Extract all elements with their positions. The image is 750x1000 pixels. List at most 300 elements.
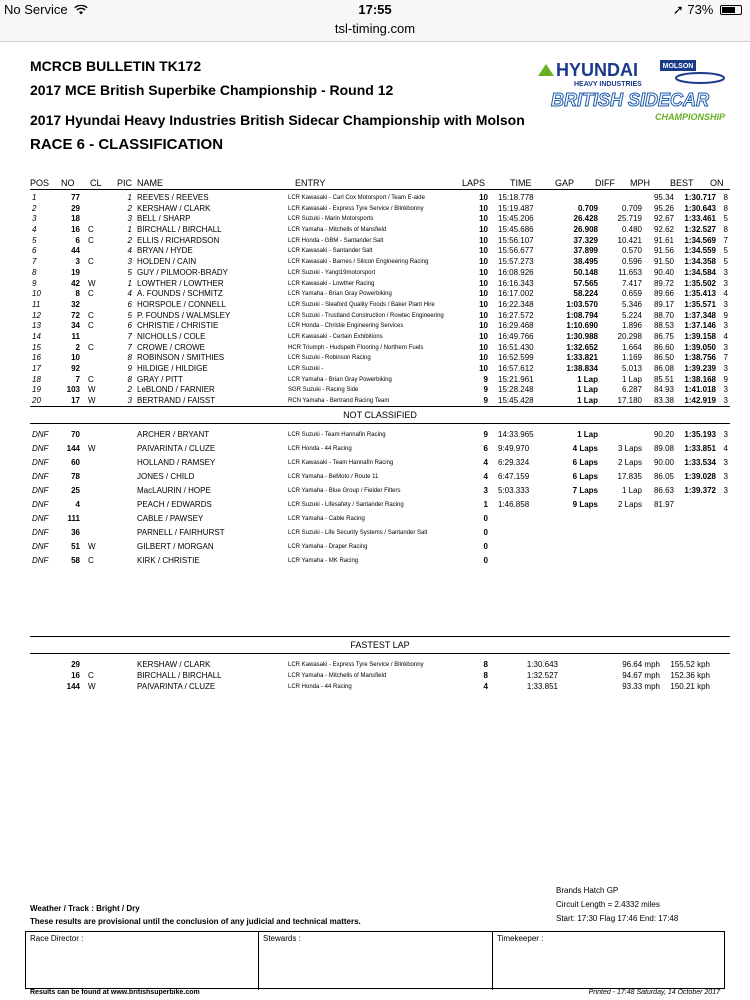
time-cell: 15:57.273 — [498, 257, 534, 267]
class-cell: C — [88, 225, 94, 235]
on-cell: 3 — [723, 342, 728, 352]
best-cell: 1:34.569 — [684, 235, 716, 245]
best-cell: 1:33.851 — [684, 444, 716, 453]
mph-cell: 86.60 — [653, 342, 674, 352]
gap-cell: 26.428 — [573, 214, 598, 224]
diff-cell: 5.013 — [621, 364, 642, 373]
entry-cell: LCR Yamaha - Mitchells of Mansfield — [288, 672, 387, 679]
number-cell: 72 — [71, 310, 80, 320]
best-cell: 1:39.050 — [684, 342, 716, 352]
pos-cell: DNF — [32, 500, 49, 509]
number-cell: 4 — [75, 500, 80, 509]
name-cell: BRYAN / HYDE — [137, 246, 193, 256]
time-cell: 16:27.572 — [498, 310, 534, 320]
gap-cell: 1 Lap — [577, 374, 598, 384]
time-cell: 15:21.961 — [498, 374, 534, 384]
laps-cell: 0 — [483, 556, 488, 565]
name-cell: LOWTHER / LOWTHER — [137, 278, 224, 288]
mph-cell: 86.75 — [653, 331, 674, 341]
pic-cell: 3 — [127, 214, 132, 224]
battery-percent: 73% — [687, 2, 714, 17]
diff-cell: 1.169 — [621, 353, 642, 363]
best-cell: 1:35.502 — [684, 278, 716, 288]
pic-cell: 3 — [127, 257, 132, 267]
mph-cell: 91.56 — [653, 246, 674, 256]
name-cell: KERSHAW / CLARK — [137, 203, 211, 213]
table-row — [30, 321, 730, 332]
logo-hyundai: HYUNDAI — [556, 60, 639, 80]
pos-cell: 19 — [32, 385, 41, 395]
stewards-label: Stewards : — [263, 934, 301, 943]
pos-cell: DNF — [32, 514, 49, 523]
time-cell: 15:45.686 — [498, 225, 534, 235]
number-cell: 44 — [71, 246, 80, 256]
gap-cell: 1:33.821 — [566, 353, 598, 363]
col-gap: GAP — [555, 178, 575, 188]
entry-cell: LCR Kawasaki - Certain Exhibitions — [288, 333, 383, 340]
gap-cell: 1 Lap — [577, 396, 598, 406]
on-cell: 3 — [723, 396, 728, 406]
time-cell: 6:29.324 — [498, 458, 530, 467]
gap-cell: 1:08.794 — [566, 310, 598, 320]
name-cell: GILBERT / MORGAN — [137, 542, 214, 551]
race-title: RACE 6 - CLASSIFICATION — [30, 136, 224, 153]
pic-cell: 7 — [127, 342, 132, 352]
col-pic: PIC — [117, 178, 133, 188]
number-cell: 34 — [71, 321, 80, 331]
table-row — [30, 442, 730, 456]
diff-cell: 5.224 — [621, 310, 642, 320]
on-cell: 5 — [723, 246, 728, 256]
pic-cell: 8 — [127, 374, 132, 384]
fastest-lap-heading: FASTEST LAP — [350, 640, 410, 650]
divider — [30, 423, 730, 424]
on-cell: 3 — [723, 364, 728, 373]
laps-cell: 9 — [483, 430, 488, 439]
best-cell: 1:34.584 — [684, 267, 716, 277]
pos-cell: DNF — [32, 444, 49, 453]
name-cell: ELLIS / RICHARDSON — [137, 235, 220, 245]
time-cell: 16:22.348 — [498, 299, 534, 309]
table-row — [30, 484, 730, 498]
number-cell: 78 — [71, 472, 80, 481]
class-cell: W — [88, 444, 96, 453]
laps-cell: 0 — [483, 542, 488, 551]
race-director-label: Race Director : — [30, 934, 84, 943]
pic-cell: 1 — [127, 193, 132, 202]
name-cell: BERTRAND / FAISST — [137, 396, 216, 406]
table-row — [30, 428, 730, 442]
table-row — [30, 246, 730, 257]
pic-cell: 4 — [127, 246, 132, 256]
pos-cell: DNF — [32, 556, 49, 565]
number-cell: 2 — [75, 342, 80, 352]
number-cell: 16 — [71, 670, 80, 680]
entry-cell: LCR Kawasaki - Team Hannafin Racing — [288, 460, 394, 466]
laps-cell: 10 — [479, 353, 488, 363]
pos-cell: 17 — [32, 364, 41, 373]
time-cell: 15:45.428 — [498, 396, 534, 406]
name-cell: KIRK / CHRISTIE — [137, 556, 200, 565]
pic-cell: 6 — [127, 321, 132, 331]
col-mph: MPH — [630, 178, 650, 188]
best-cell: 1:35.571 — [684, 299, 716, 309]
pos-cell: DNF — [32, 472, 49, 481]
pos-cell: 15 — [32, 342, 41, 352]
name-cell: CABLE / PAWSEY — [137, 514, 204, 523]
divider — [30, 636, 730, 637]
class-cell: C — [88, 670, 94, 680]
number-cell: 11 — [71, 331, 80, 341]
table-row — [30, 540, 730, 554]
name-cell: PEACH / EDWARDS — [137, 500, 212, 509]
number-cell: 36 — [71, 528, 80, 537]
pos-cell: 11 — [32, 299, 41, 309]
best-cell: 1:38.756 — [684, 353, 716, 363]
kph-cell: 152.36 kph — [670, 670, 710, 680]
entry-cell: LCR Yamaha - MK Racing — [288, 558, 359, 564]
number-cell: 58 — [71, 556, 80, 565]
mph-cell: 85.51 — [653, 374, 674, 384]
diff-cell: 25.719 — [617, 214, 642, 224]
pos-cell: DNF — [32, 486, 49, 495]
mph-cell: 86.50 — [653, 353, 674, 363]
entry-cell: LCR Suzuki - Team Hannafin Racing — [288, 432, 386, 438]
kph-cell: 150.21 kph — [670, 681, 710, 691]
on-cell: 7 — [723, 235, 728, 245]
on-cell: 4 — [723, 444, 728, 453]
gap-cell: 58.224 — [573, 289, 598, 299]
time-cell: 16:57.612 — [498, 364, 534, 373]
number-cell: 77 — [71, 193, 80, 202]
time-cell: 1:32.527 — [526, 670, 558, 680]
pic-cell: 1 — [127, 225, 132, 235]
time-cell: 9:49.970 — [498, 444, 530, 453]
laps-cell: 9 — [483, 385, 488, 395]
diff-cell: 17.835 — [617, 472, 642, 481]
number-cell: 70 — [71, 430, 80, 439]
timekeeper-cell — [493, 932, 726, 990]
entry-cell: LCR Honda - Christie Engineering Services — [288, 323, 404, 330]
col-time: TIME — [510, 178, 532, 188]
name-cell: ROBINSON / SMITHIES — [137, 353, 225, 363]
pos-cell: 13 — [32, 321, 41, 331]
table-row — [30, 311, 730, 322]
mph-cell: 90.20 — [653, 430, 674, 439]
mph-cell: 89.66 — [653, 289, 674, 299]
number-cell: 7 — [75, 374, 80, 384]
entry-cell: LCR Yamaha - Draper Racing — [288, 544, 368, 550]
signature-box — [25, 931, 725, 989]
name-cell: PARNELL / FAIRHURST — [137, 528, 225, 537]
mph-cell: 89.17 — [653, 299, 674, 309]
entry-cell: LCR Yamaha - Brian Gray Powerbiking — [288, 376, 392, 383]
fastest-lap-table — [30, 660, 730, 692]
gap-cell: 9 Laps — [572, 500, 598, 509]
mph-cell: 92.62 — [653, 225, 674, 235]
entry-cell: LCR Honda - GBM - Santander Salt — [288, 237, 384, 244]
gap-cell: 1:03.570 — [566, 299, 598, 309]
time-cell: 16:51.430 — [498, 342, 534, 352]
table-row — [30, 300, 730, 311]
col-diff: DIFF — [595, 178, 615, 188]
name-cell: GRAY / PITT — [137, 374, 183, 384]
gap-cell: 1:30.988 — [566, 331, 598, 341]
number-cell: 25 — [71, 486, 80, 495]
pos-cell: 2 — [32, 203, 37, 213]
not-classified-heading: NOT CLASSIFIED — [343, 410, 417, 420]
pic-cell: 3 — [127, 396, 132, 406]
diff-cell: 0.659 — [621, 289, 642, 299]
carrier-text: No Service — [4, 2, 68, 17]
number-cell: 19 — [71, 267, 80, 277]
table-row — [30, 236, 730, 247]
best-cell: 1:37.348 — [684, 310, 716, 320]
diff-cell: 1 Lap — [621, 486, 642, 495]
on-cell: 7 — [723, 353, 728, 363]
entry-cell: LCR Suzuki - Sleaford Quality Foods / Baker Plant Hire — [288, 301, 435, 308]
name-cell: LeBLOND / FARNIER — [137, 385, 215, 395]
on-cell: 5 — [723, 257, 728, 267]
on-cell: 3 — [723, 486, 728, 495]
name-cell: NICHOLLS / COLE — [137, 331, 206, 341]
laps-cell: 4 — [483, 472, 488, 481]
gap-cell: 7 Laps — [572, 486, 598, 495]
pos-cell: DNF — [32, 430, 49, 439]
class-cell: W — [88, 278, 96, 288]
table-row — [30, 526, 730, 540]
mph-cell: 86.08 — [653, 364, 674, 373]
pos-cell: 14 — [32, 331, 41, 341]
pos-cell: DNF — [32, 542, 49, 551]
on-cell: 4 — [723, 331, 728, 341]
table-row — [30, 343, 730, 354]
mph-cell: 95.26 — [653, 203, 674, 213]
mph-cell: 86.05 — [653, 472, 674, 481]
on-cell: 3 — [723, 267, 728, 277]
name-cell: MacLAURIN / HOPE — [137, 486, 211, 495]
logo-british-sidecar: BRITISH SIDECAR — [550, 90, 710, 110]
diff-cell: 0.709 — [621, 203, 642, 213]
entry-cell: LCR Suzuki - Trustland Construction / Rowtec Engineering — [288, 312, 444, 319]
laps-cell: 10 — [479, 235, 488, 245]
diff-cell: 0.570 — [621, 246, 642, 256]
time-cell: 15:56.107 — [498, 235, 534, 245]
pos-cell: 3 — [32, 214, 37, 224]
gap-cell: 1 Lap — [577, 430, 598, 439]
table-row — [30, 268, 730, 279]
col-pos: POS — [30, 178, 50, 188]
best-cell: 1:39.028 — [684, 472, 716, 481]
gap-cell: 50.148 — [573, 267, 598, 277]
mph-cell: 95.34 — [653, 193, 674, 202]
class-cell: C — [88, 310, 94, 320]
name-cell: REEVES / REEVES — [137, 193, 209, 202]
table-row — [30, 456, 730, 470]
best-cell: 1:34.358 — [684, 257, 716, 267]
time-cell: 16:16.343 — [498, 278, 534, 288]
entry-cell: LCR Yamaha - Cable Racing — [288, 516, 365, 522]
entry-cell: LCR Yamaha - Brian Gray Powerbiking — [288, 291, 392, 298]
diff-cell: 3 Laps — [617, 444, 642, 453]
address-bar[interactable] — [0, 20, 750, 42]
class-cell: C — [88, 321, 94, 331]
class-cell: C — [88, 556, 94, 565]
best-cell: 1:30.643 — [684, 203, 716, 213]
class-cell: W — [88, 681, 96, 691]
diff-cell: 1 Lap — [621, 374, 642, 384]
circuit-length: Circuit Length = 2.4332 miles — [556, 900, 660, 909]
mph-cell: 81.97 — [653, 500, 674, 509]
time-cell: 15:18.778 — [498, 193, 534, 202]
laps-cell: 0 — [483, 514, 488, 523]
gap-cell: 6 Laps — [572, 458, 598, 467]
gap-cell: 37.899 — [573, 246, 598, 256]
number-cell: 60 — [71, 458, 80, 467]
best-cell: 1:41.018 — [684, 385, 716, 395]
table-row — [30, 660, 730, 671]
url-text[interactable]: tsl-timing.com — [334, 21, 416, 36]
best-cell: 1:30.717 — [684, 193, 716, 202]
logo-molson: MOLSON — [662, 63, 694, 70]
gap-cell: 1:10.690 — [566, 321, 598, 331]
pic-cell: 8 — [127, 353, 132, 363]
col-name: NAME — [137, 178, 164, 188]
number-cell: 144 — [66, 444, 80, 453]
diff-cell: 6.287 — [621, 385, 642, 395]
logo-heavy-industries: HEAVY INDUSTRIES — [574, 81, 642, 88]
time-cell: 14:33.965 — [498, 430, 534, 439]
best-cell: 1:33.461 — [684, 214, 716, 224]
laps-cell: 10 — [479, 299, 488, 309]
on-cell: 3 — [723, 299, 728, 309]
entry-cell: RCN Yamaha - Bertrand Racing Team — [288, 398, 390, 405]
time-cell: 1:33.851 — [526, 681, 558, 691]
entry-cell: LCR Yamaha - BeMoto / Route 11 — [288, 474, 379, 480]
diff-cell: 7.417 — [621, 278, 642, 288]
number-cell: 3 — [75, 257, 80, 267]
battery-status — [673, 2, 742, 18]
on-cell: 3 — [723, 385, 728, 395]
table-row — [30, 225, 730, 236]
laps-cell: 0 — [483, 528, 488, 537]
entry-cell: LCR Kawasaki - Express Tyre Service / Blinkbonny — [288, 662, 424, 668]
championship-title: 2017 MCE British Superbike Championship - Round 12 — [30, 82, 394, 98]
lap-cell: 8 — [483, 660, 488, 669]
mph-cell: 96.64 mph — [622, 660, 660, 669]
number-cell: 29 — [71, 660, 80, 669]
pic-cell: 2 — [127, 203, 132, 213]
laps-cell: 10 — [479, 225, 488, 235]
diff-cell: 10.421 — [617, 235, 642, 245]
time-cell: 5:03.333 — [498, 486, 530, 495]
best-cell: 1:39.158 — [684, 331, 716, 341]
results-table — [30, 193, 730, 407]
col-laps: LAPS — [462, 178, 486, 188]
gap-cell: 6 Laps — [572, 472, 598, 481]
diff-cell: 11.653 — [618, 267, 642, 277]
best-cell: 1:33.534 — [684, 458, 716, 467]
laps-cell: 10 — [479, 310, 488, 320]
divider — [30, 653, 730, 654]
table-row — [30, 353, 730, 364]
on-cell: 8 — [723, 203, 728, 213]
time-cell: 16:17.002 — [498, 289, 534, 299]
table-row — [30, 554, 730, 568]
name-cell: HILDIGE / HILDIGE — [137, 364, 208, 373]
weather-track: Weather / Track : Bright / Dry — [30, 904, 140, 913]
diff-cell: 1.664 — [621, 342, 642, 352]
pos-cell: 20 — [32, 396, 41, 406]
time-cell: 16:08.926 — [498, 267, 534, 277]
entry-cell: LCR Kawasaki - Santander Salt — [288, 248, 373, 255]
pos-cell: 1 — [32, 193, 37, 202]
entry-cell: LCR Honda - 44 Racing — [288, 683, 352, 690]
results-document — [0, 42, 750, 1000]
laps-cell: 10 — [479, 193, 488, 202]
class-cell: C — [88, 374, 94, 384]
pos-cell: 10 — [32, 289, 41, 299]
class-cell: C — [88, 235, 94, 245]
table-row — [30, 257, 730, 268]
laps-cell: 10 — [479, 257, 488, 267]
time-cell: 6:47.159 — [498, 472, 530, 481]
col-cl: CL — [90, 178, 102, 188]
venue: Brands Hatch GP — [556, 886, 619, 895]
laps-cell: 3 — [483, 486, 488, 495]
on-cell: 3 — [723, 321, 728, 331]
laps-cell: 10 — [479, 342, 488, 352]
name-cell: HOLLAND / RAMSEY — [137, 458, 216, 467]
class-cell: W — [88, 542, 96, 551]
laps-cell: 10 — [479, 203, 488, 213]
gap-cell: 1 Lap — [577, 385, 598, 395]
mph-cell: 88.70 — [653, 310, 674, 320]
time-cell: 15:19.487 — [498, 203, 534, 213]
name-cell: CHRISTIE / CHRISTIE — [137, 321, 219, 331]
laps-cell: 10 — [479, 214, 488, 224]
class-cell: C — [88, 342, 94, 352]
on-cell: 8 — [723, 193, 728, 202]
mph-cell: 91.61 — [653, 235, 674, 245]
number-cell: 111 — [67, 514, 80, 523]
on-cell: 3 — [723, 278, 728, 288]
pic-cell: 4 — [127, 289, 132, 299]
pic-cell: 2 — [127, 235, 132, 245]
kph-cell: 155.52 kph — [670, 660, 710, 669]
number-cell: 51 — [71, 542, 80, 551]
laps-cell: 10 — [479, 364, 488, 373]
best-cell: 1:35.413 — [684, 289, 716, 299]
class-cell: C — [88, 289, 94, 299]
table-row — [30, 498, 730, 512]
laps-cell: 10 — [479, 321, 488, 331]
location-icon: ➚ — [672, 2, 684, 17]
number-cell: 144 — [66, 681, 80, 691]
entry-cell: LCR Kawasaki - Lowther Racing — [288, 280, 375, 287]
entry-cell: LCR Suzuki - Yangl19motorsport — [288, 269, 376, 276]
name-cell: HORSPOLE / CONNELL — [137, 299, 226, 309]
on-cell: 4 — [723, 289, 728, 299]
pic-cell: 6 — [127, 299, 132, 309]
entry-cell: LCR Suzuki - Lifesafety / Santander Racing — [288, 502, 404, 508]
pos-cell: 18 — [32, 374, 41, 384]
printed-timestamp: Printed - 17:48 Saturday, 14 October 2017 — [588, 989, 720, 996]
pos-cell: 16 — [32, 353, 41, 363]
results-link-note: Results can be found at www.britishsuperbike.com — [30, 989, 200, 996]
diff-cell: 0.596 — [621, 257, 642, 267]
hyundai-sidecar-logo — [530, 54, 730, 126]
